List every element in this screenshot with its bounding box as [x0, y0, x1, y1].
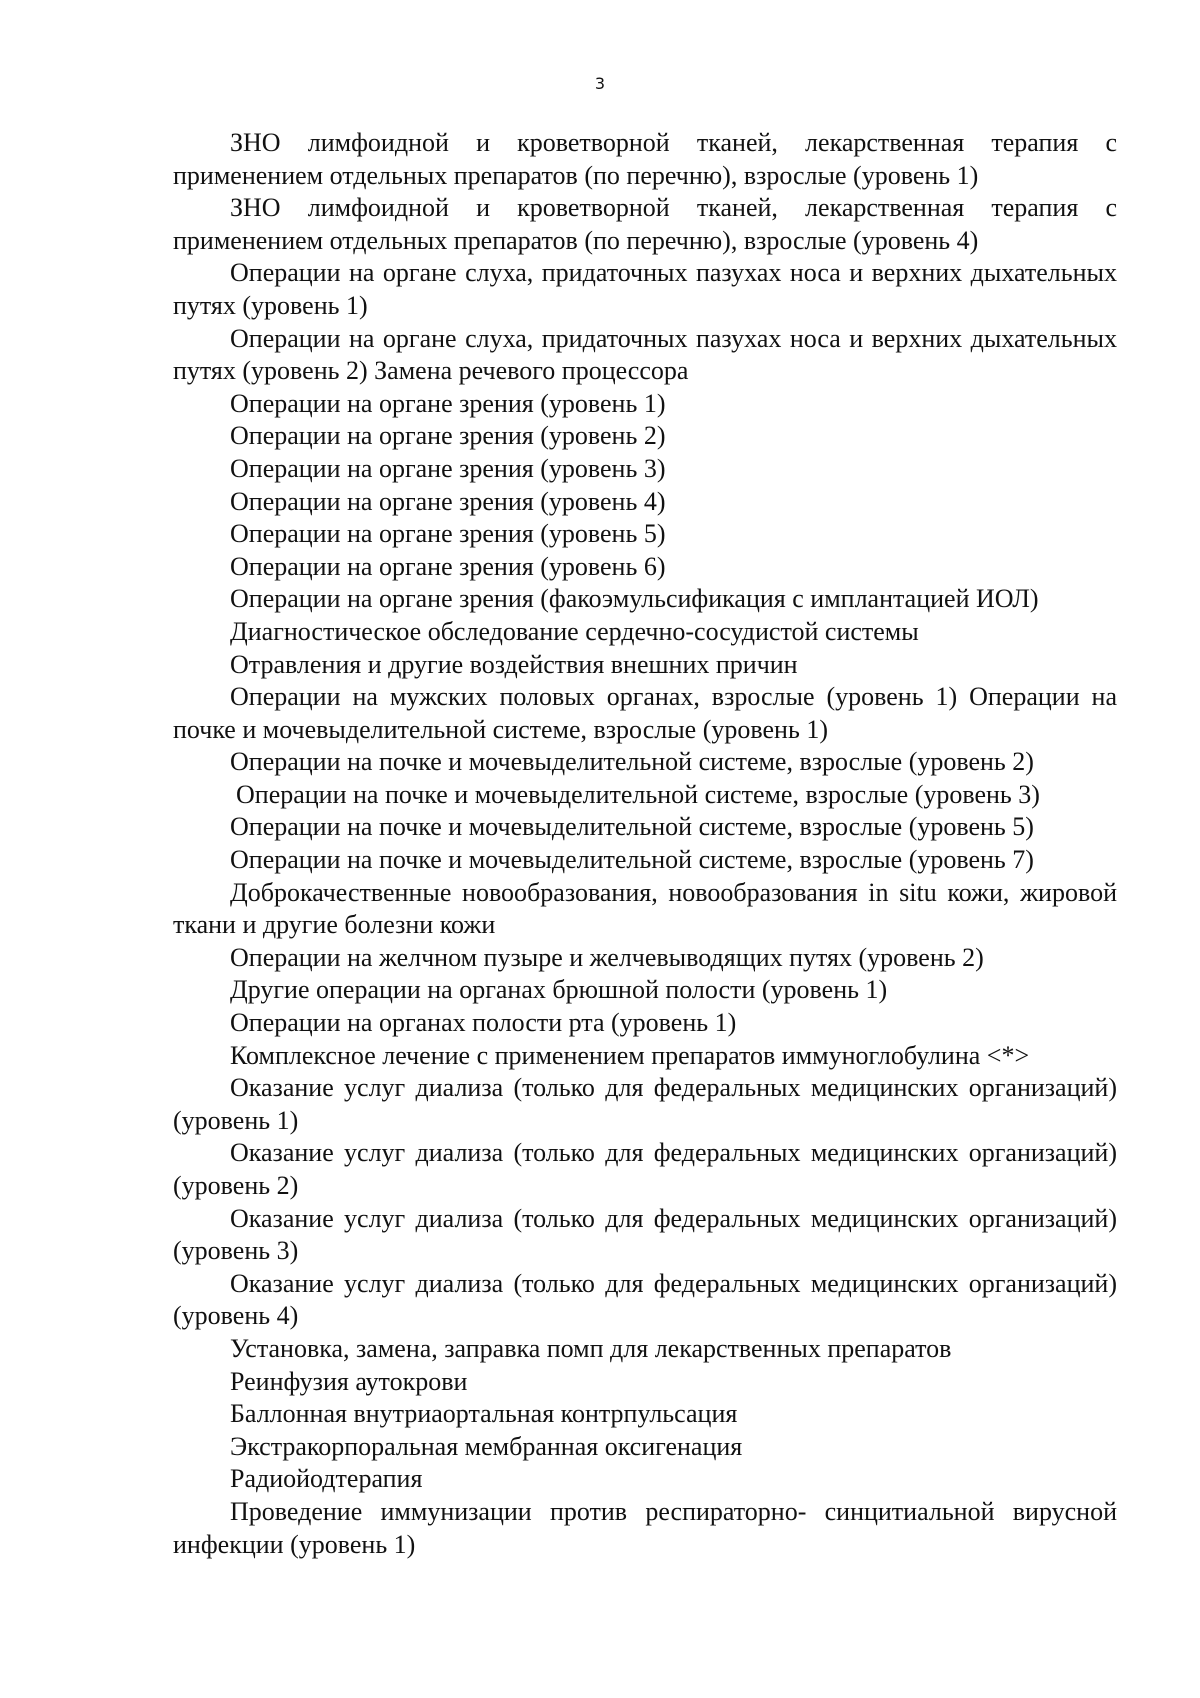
paragraph: Операции на почке и мочевыделительной системе, взрослые (уровень 5)	[230, 812, 1034, 842]
paragraph: Операции на органе зрения (уровень 6)	[230, 551, 666, 581]
paragraph: Оказание услуг диализа (только для федеральных медицинских организаций) (уровень 1)	[173, 1073, 1117, 1135]
paragraph: Операции на почке и мочевыделительной системе, взрослые (уровень 3)	[236, 779, 1040, 809]
paragraph: Операции на органе зрения (факоэмульсификация с имплантацией ИОЛ)	[230, 584, 1039, 614]
paragraph: Доброкачественные новообразования, новообразования in situ кожи, жировой ткани и другие болезни кожи	[173, 877, 1117, 940]
paragraph: Операции на органе зрения (уровень 3)	[230, 453, 666, 483]
paragraph: Оказание услуг диализа (только для федеральных медицинских организаций) (уровень 3)	[173, 1203, 1117, 1266]
paragraph: Другие операции на органах брюшной полости (уровень 1)	[230, 975, 888, 1005]
paragraph: Операции на органе слуха, придаточных пазухах носа и верхних дыхательных путях (уровень 2) Замена речевого процессора	[173, 323, 1117, 386]
paragraph: Баллонная внутриаортальная контрпульсация	[230, 1399, 738, 1429]
paragraph: Установка, замена, заправка помп для лекарственных препаратов	[230, 1333, 952, 1363]
paragraph: ЗНО лимфоидной и кроветворной тканей, лекарственная терапия с применением отдельных препаратов (по перечню), взрослые (уровень 1)	[173, 128, 1117, 190]
paragraph: Операции на органе зрения (уровень 2)	[230, 421, 666, 451]
paragraph: Операции на органе зрения (уровень 4)	[230, 486, 666, 516]
paragraph: Комплексное лечение с применением препаратов иммуноглобулина <*>	[230, 1040, 1030, 1070]
paragraph: Операции на органах полости рта (уровень 1)	[230, 1008, 737, 1038]
paragraph: Отравления и другие воздействия внешних причин	[230, 649, 798, 679]
paragraph: Операции на органе зрения (уровень 5)	[230, 519, 666, 549]
paragraph: Радиойодтерапия	[230, 1464, 423, 1494]
paragraph: Операции на почке и мочевыделительной системе, взрослые (уровень 7)	[230, 845, 1034, 875]
paragraph: Экстракорпоральная мембранная оксигенация	[230, 1431, 743, 1461]
paragraph: Проведение иммунизации против респираторно- синцитиальной вирусной инфекции (уровень 1)	[173, 1496, 1117, 1559]
page-number: 3	[594, 74, 606, 93]
paragraph: Операции на почке и мочевыделительной системе, взрослые (уровень 2)	[230, 747, 1034, 777]
paragraph: Реинфузия аутокрови	[230, 1366, 468, 1396]
paragraph: Оказание услуг диализа (только для федеральных медицинских организаций) (уровень 2)	[173, 1138, 1117, 1200]
paragraph: Оказание услуг диализа (только для федеральных медицинских организаций) (уровень 4)	[173, 1268, 1117, 1331]
paragraph: Операции на органе слуха, придаточных пазухах носа и верхних дыхательных путях (уровень 1)	[173, 258, 1117, 320]
paragraph: ЗНО лимфоидной и кроветворной тканей, лекарственная терапия с применением отдельных препаратов (по перечню), взрослые (уровень 4)	[173, 193, 1117, 255]
paragraph: Операции на органе зрения (уровень 1)	[230, 388, 666, 418]
paragraph: Операции на желчном пузыре и желчевыводящих путях (уровень 2)	[230, 942, 984, 972]
paragraph: Диагностическое обследование сердечно-сосудистой системы	[230, 616, 919, 646]
paragraph: Операции на мужских половых органах, взрослые (уровень 1) Операции на почке и мочевыделительной системе, взрослые (уровень 1)	[173, 682, 1117, 744]
document-body	[173, 127, 1117, 1561]
